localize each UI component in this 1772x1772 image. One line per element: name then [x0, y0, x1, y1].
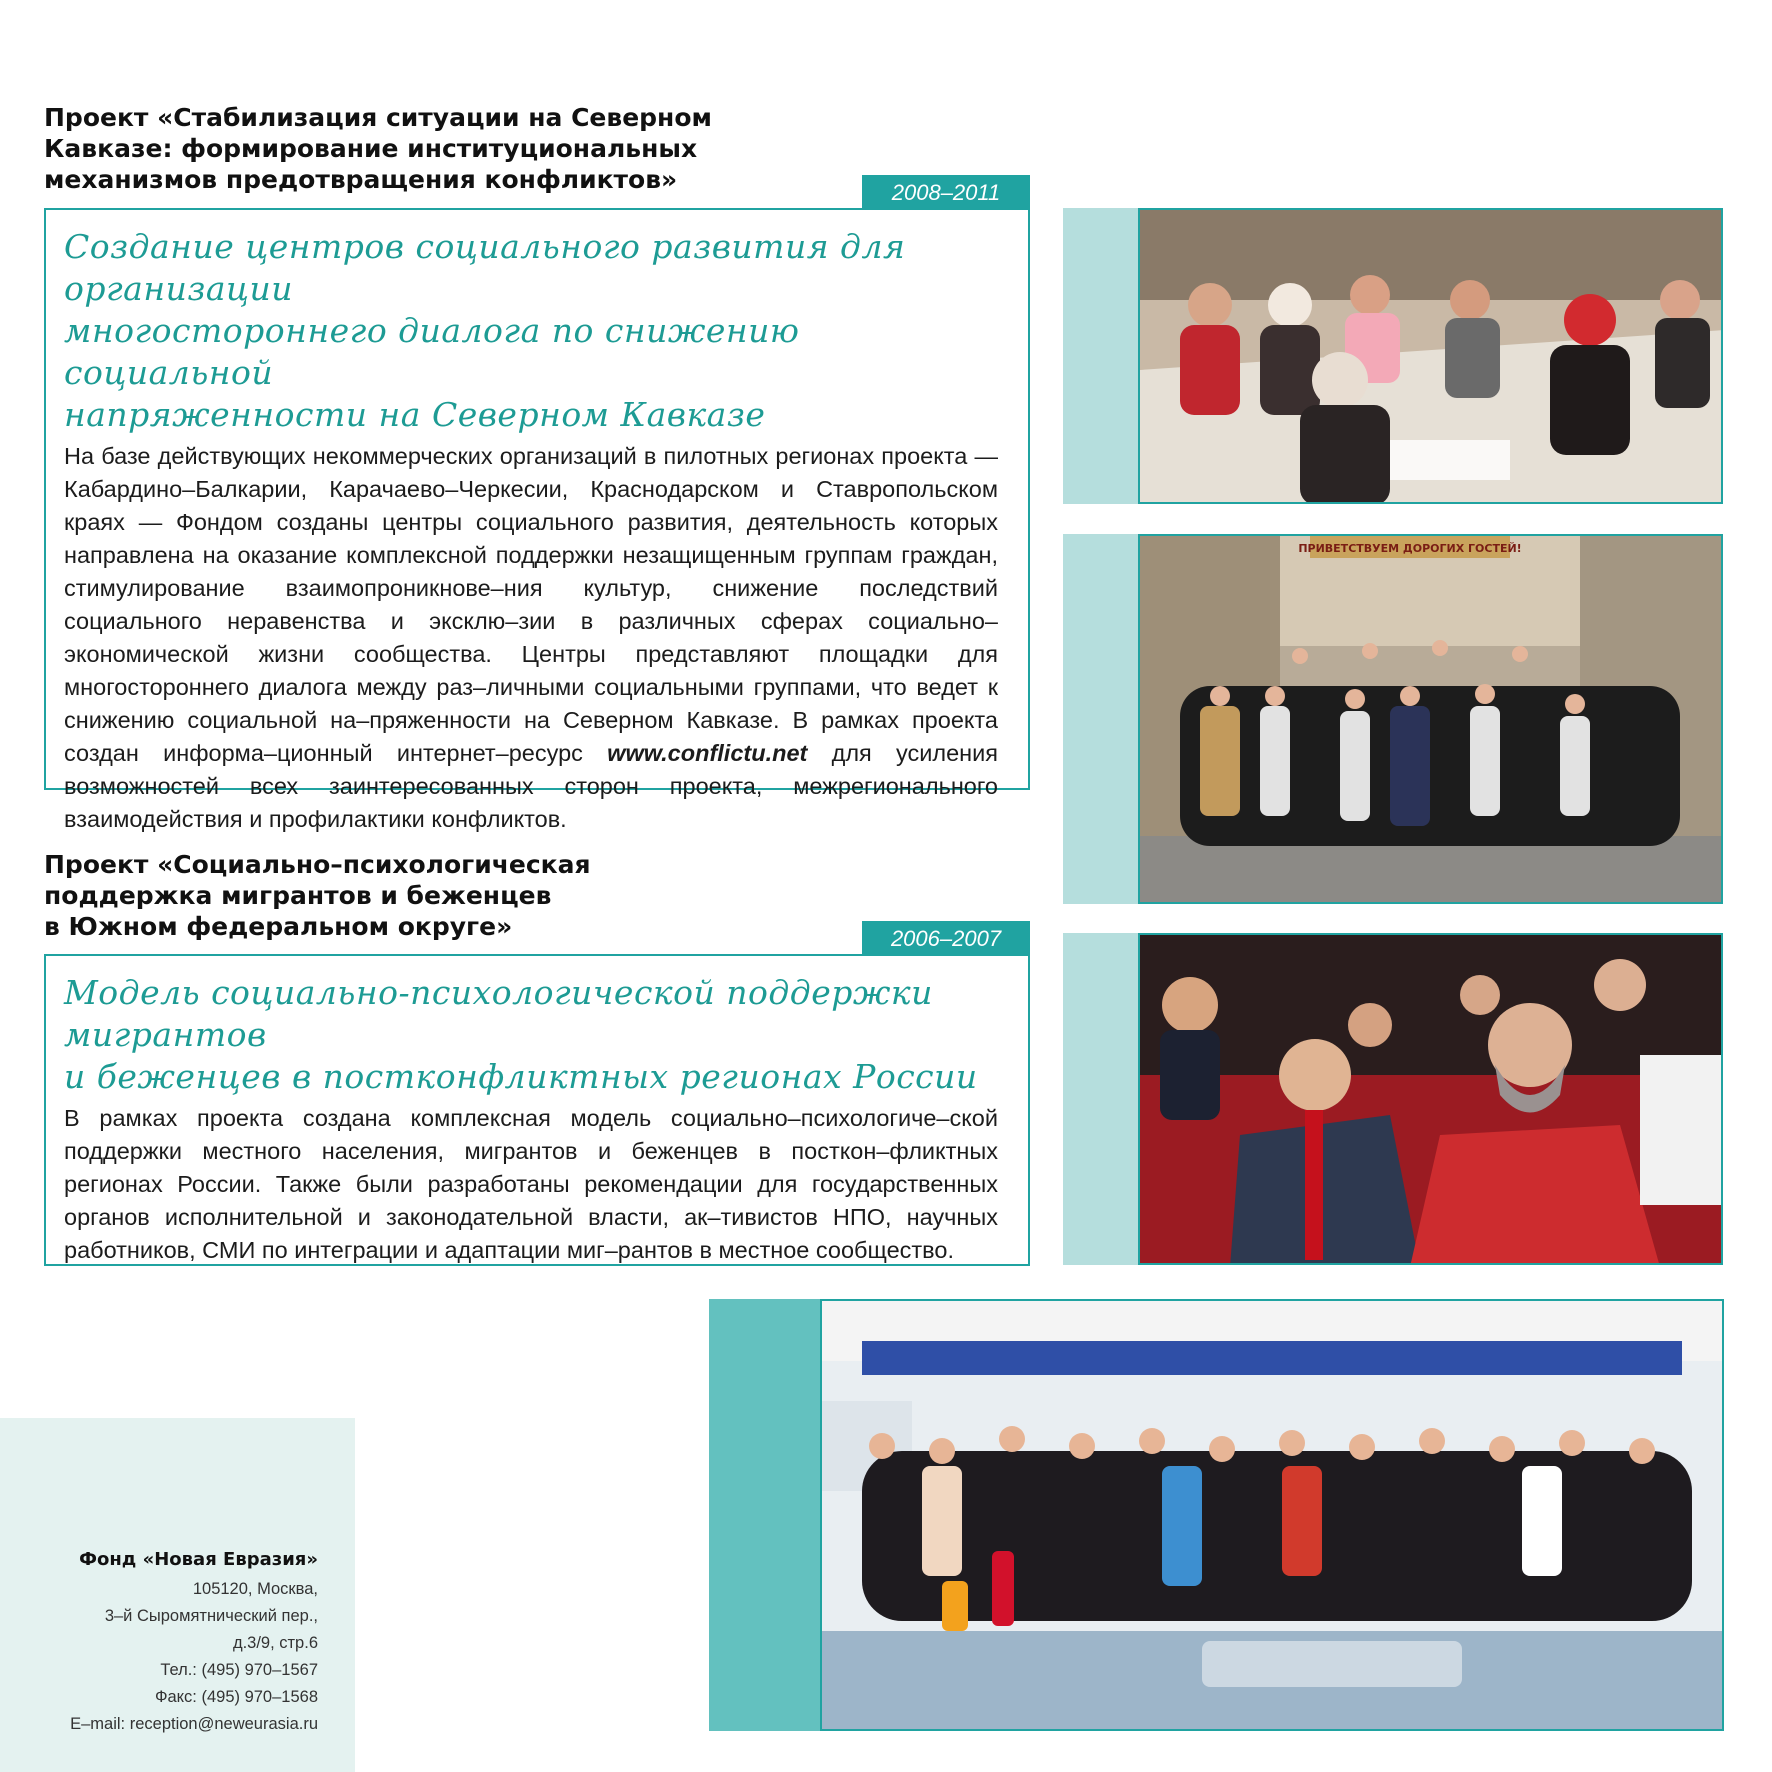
- project1-subtitle-line-1: Создание центров социального развития для организации: [64, 227, 906, 308]
- address-line-3: д.3/9, стр.6: [232, 1634, 318, 1652]
- project1-body-text-end: для усиления возможностей всех заинтересованных сторон проекта, межрегионального взаимодействия и профилактики конфликтов.: [64, 740, 999, 832]
- project1-subtitle: [64, 226, 998, 436]
- project1-title-line-1: Проект «Стабилизация ситуации на Северном: [44, 103, 712, 132]
- conflictu-link[interactable]: www.conflictu.net: [607, 740, 808, 766]
- address-line-2: 3–й Сыромятнический пер.,: [104, 1607, 318, 1625]
- fax: Факс: (495) 970–1568: [154, 1688, 318, 1706]
- project1-box: [44, 208, 1030, 832]
- org-name: Фонд «Новая Евразия»: [79, 1549, 318, 1570]
- group-building-photo-image: [1140, 536, 1723, 904]
- auditorium-photo-image: [1140, 935, 1723, 1265]
- project2-subtitle-line-1: Модель социально-психологической поддержки мигрантов: [64, 973, 933, 1054]
- project2-title-line-3: в Южном федеральном округе»: [44, 912, 513, 941]
- project1-body: [64, 440, 998, 836]
- project2-years-badge: 2006–2007: [862, 921, 1030, 956]
- photo3-tab: [1063, 933, 1143, 1265]
- project1-title-line-2: Кавказе: формирование институциональных: [44, 134, 698, 163]
- project1-body-text: На базе действующих некоммерческих организаций в пилотных регионах проекта — Кабардино–Балкарии, Карачаево–Черкесии, Краснодарском и Ставропольском краях — Фондом созданы центры социального развития, деятельность которых направлена на оказание комплексной поддержки незащищенным группам граждан, стимулирование взаимопроникнове–ния культур, снижение последствий социального неравенства и эксклю–зии в различных сферах социально–экономической жизни сообщества. Центры представляют площадки для многостороннего диалога между раз–личными социальными группами, что ведет к снижению социальной на–пряженности на Северном Кавказе. В рамках проекта создан информа–ционный интернет–ресурс: [64, 443, 998, 766]
- project1-years-badge: 2008–2011: [862, 175, 1030, 210]
- address-line-1: 105120, Москва,: [192, 1580, 318, 1598]
- photo-seminar: [1138, 208, 1723, 504]
- email-link[interactable]: E–mail: reception@neweurasia.ru: [70, 1715, 318, 1733]
- photo1-tab: [1063, 208, 1143, 504]
- phone: Тел.: (495) 970–1567: [160, 1661, 318, 1679]
- project1-title-line-3: механизмов предотвращения конфликтов»: [44, 165, 678, 194]
- project2-title-line-1: Проект «Социально–психологическая: [44, 850, 591, 879]
- conference-group-photo-image: [822, 1301, 1724, 1731]
- project1-subtitle-line-3: напряженности на Северном Кавказе: [64, 395, 766, 434]
- project2-subtitle-line-2: и беженцев в постконфликтных регионах России: [64, 1057, 978, 1096]
- project2-box: [44, 954, 1030, 1266]
- photo-conference-group: [820, 1299, 1724, 1731]
- project2-body: В рамках проекта создана комплексная модель социально–психологиче–ской поддержки местного населения, мигрантов и беженцев в посткон–фликтных регионах России. Также были разработаны рекомендации для государственных органов исполнительной и законодательной власти, ак–тивистов НПО, научных работников, СМИ по интеграции и адаптации миг–рантов в местное сообщество.: [64, 1105, 998, 1263]
- seminar-photo-image: [1140, 210, 1723, 504]
- project2-title-line-2: поддержка мигрантов и беженцев: [44, 881, 552, 910]
- photo4-tab: [709, 1299, 824, 1731]
- project2-subtitle: [64, 972, 998, 1098]
- photo-group-building: [1138, 534, 1723, 904]
- photo2-tab: [1063, 534, 1143, 904]
- project1-subtitle-line-2: многостороннего диалога по снижению социальной: [64, 311, 800, 392]
- photo-auditorium: [1138, 933, 1723, 1265]
- welcome-sign: ПРИВЕТСТВУЕМ ДОРОГИХ ГОСТЕЙ!: [1298, 542, 1522, 555]
